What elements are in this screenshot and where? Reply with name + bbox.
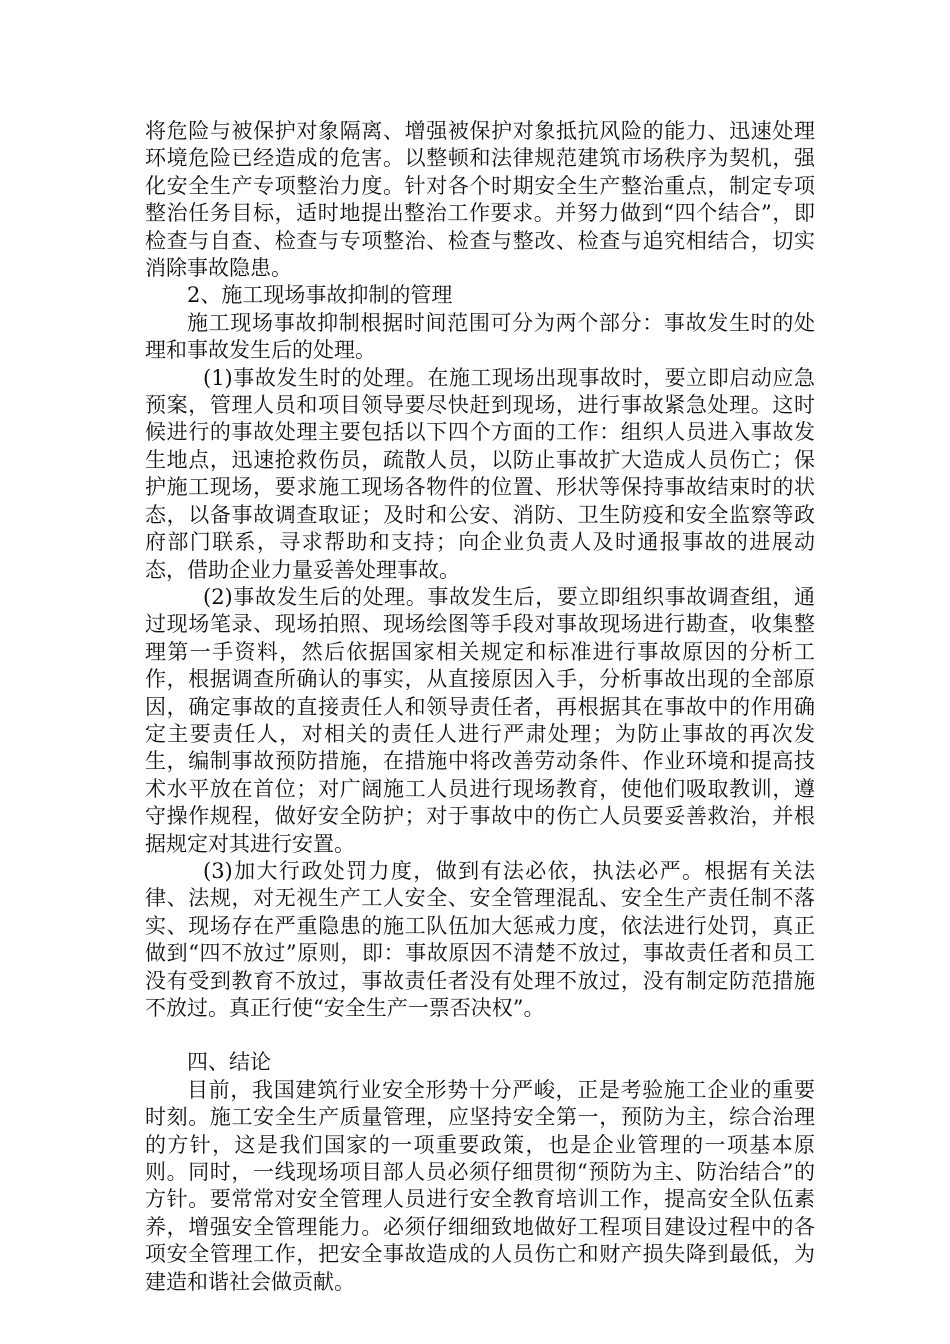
paragraph-gap bbox=[145, 1022, 815, 1049]
section-heading-conclusion: 四、结论 bbox=[187, 1050, 271, 1075]
section-heading-accident-control: 2、施工现场事故抑制的管理 bbox=[187, 283, 453, 308]
document-body bbox=[145, 118, 815, 1296]
paragraph-conclusion: 目前，我国建筑行业安全形势十分严峻，正是考验施工企业的重要时刻。施工安全生产质量管理，应坚持安全第一，预防为主，综合治理的方针，这是我们国家的一项重要政策，也是企业管理的一项基本原则。同时，一线现场项目部人员必须仔细贯彻“预防为主、防治结合”的方针。要常常对安全管理人员进行安全教育培训工作，提高安全队伍素养，增强安全管理能力。必须仔细细致地做好工程项目建设过程中的各项安全管理工作，把安全事故造成的人员伤亡和财产损失降到最低，为建造和谐社会做贡献。 bbox=[145, 1077, 815, 1294]
paragraph-hazard-isolation: 将危险与被保护对象隔离、增强被保护对象抵抗风险的能力、迅速处理环境危险已经造成的危害。以整顿和法律规范建筑市场秩序为契机，强化安全生产专项整治力度。针对各个时期安全生产整治重点，制定专项整治任务目标，适时地提出整治工作要求。并努力做到“四个结合”，即检查与自查、检查与专项整治、检查与整改、检查与追究相结合，切实消除事故隐患。 bbox=[145, 119, 815, 281]
paragraph-after-accident: (2)事故发生后的处理。事故发生后，要立即组织事故调查组，通过现场笔录、现场拍照、现场绘图等手段对事故现场进行勘查，收集整理第一手资料，然后依据国家相关规定和标准进行事故原因的分析工作，根据调查所确认的事实，从直接原因入手，分析事故出现的全部原因，确定事故的直接责任人和领导责任者，再根据其在事故中的作用确定主要责任人，对相关的责任人进行严肃处理；为防止事故的再次发生，编制事故预防措施，在措施中将改善劳动条件、作业环境和提高技术水平放在首位；对广阔施工人员进行现场教育，使他们吸取教训，遵守操作规程，做好安全防护；对于事故中的伤亡人员要妥善救治，并根据规定对其进行安置。 bbox=[145, 584, 815, 856]
paragraph-administrative-penalty: (3)加大行政处罚力度，做到有法必依，执法必严。根据有关法律、法规，对无视生产工人安全、安全管理混乱、安全生产责任制不落实、现场存在严重隐患的施工队伍加大惩戒力度，依法进行处罚，真正做到“四不放过”原则，即：事故原因不清楚不放过，事故责任者和员工没有受到教育不放过，事故责任者没有处理不放过，没有制定防范措施不放过。真正行使“安全生产一票否决权”。 bbox=[145, 858, 815, 1020]
paragraph-control-overview: 施工现场事故抑制根据时间范围可分为两个部分：事故发生时的处理和事故发生后的处理。 bbox=[145, 310, 815, 363]
paragraph-during-accident: (1)事故发生时的处理。在施工现场出现事故时，要立即启动应急预案，管理人员和项目领导要尽快赶到现场，进行事故紧急处理。这时候进行的事故处理主要包括以下四个方面的工作：组织人员进入事故发生地点，迅速抢救伤员，疏散人员，以防止事故扩大造成人员伤亡；保护施工现场，要求施工现场各物件的位置、形状等保持事故结束时的状态，以备事故调查取证；及时和公安、消防、卫生防疫和安全监察等政府部门联系，寻求帮助和支持；向企业负责人及时通报事故的进展动态，借助企业力量妥善处理事故。 bbox=[145, 365, 815, 582]
